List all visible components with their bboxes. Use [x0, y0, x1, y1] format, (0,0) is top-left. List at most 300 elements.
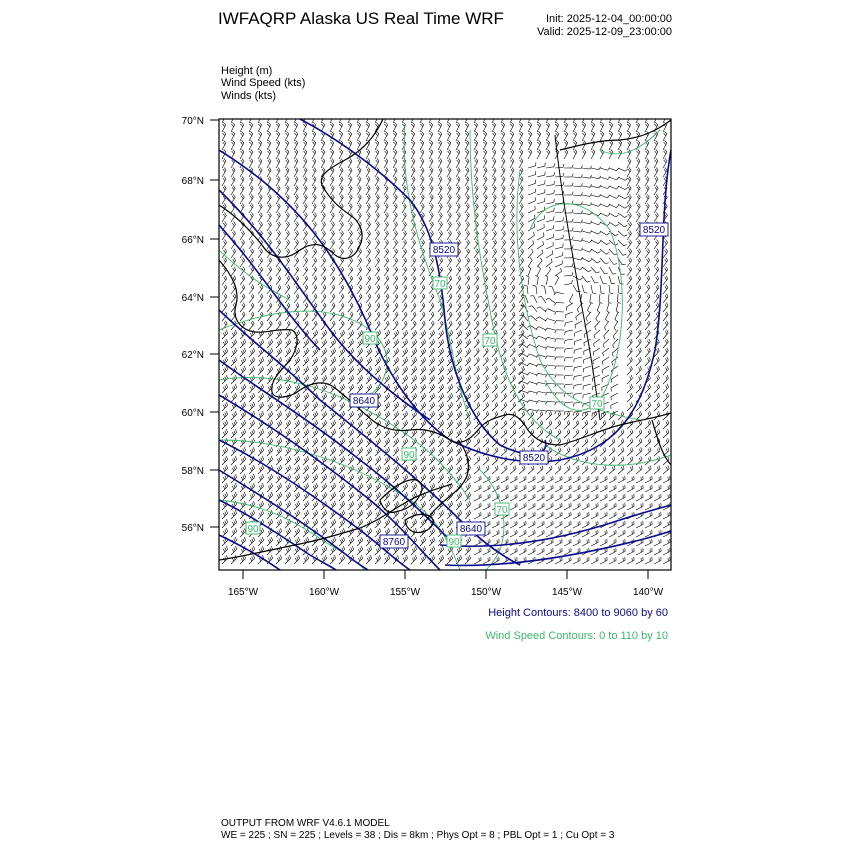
wind-barb-flag [360, 386, 361, 389]
wind-barb-flag [342, 222, 344, 225]
wind-barb-flag [423, 231, 425, 234]
wind-barb-flag [277, 387, 278, 390]
wind-barb [636, 351, 641, 357]
wind-barb-flag [387, 294, 389, 297]
wind-barb-flag [512, 185, 514, 188]
wind-barb-flag [469, 321, 471, 324]
wind-barb-flag [485, 203, 487, 206]
wind-barb [474, 197, 478, 204]
wind-barb-flag [233, 149, 235, 152]
wind-barb-flag [458, 268, 460, 271]
wind-barb-flag [610, 113, 612, 116]
wind-barb-flag [421, 342, 422, 345]
wind-barb [267, 270, 272, 276]
wind-barb-flag [324, 386, 325, 389]
wind-barb-flag [378, 276, 380, 279]
wind-barb [609, 213, 616, 217]
wind-barb [583, 375, 591, 377]
wind-barb-flag [503, 241, 505, 244]
wind-barb-flag [413, 131, 415, 134]
wind-barb [258, 297, 263, 303]
wind-barb [492, 252, 497, 259]
wind-barb-flag [584, 149, 586, 152]
wind-barb-flag [494, 203, 496, 206]
wind-barb-flag [430, 232, 432, 235]
wind-barb-flag [316, 366, 318, 369]
wind-barb [240, 188, 244, 195]
wind-barb-flag [331, 124, 333, 127]
wind-barb-flag [439, 133, 441, 136]
wind-barb-flag [394, 333, 395, 336]
wind-barb-flag [512, 241, 514, 244]
wind-barb-flag [637, 113, 639, 116]
wind-barb-flag [647, 149, 649, 152]
wind-barb [645, 261, 650, 268]
wind-barb-flag [288, 413, 289, 416]
wind-barb-flag [503, 286, 505, 289]
wind-barb-flag [547, 151, 549, 154]
wind-barb-flag [295, 169, 297, 172]
wind-barb [483, 179, 487, 186]
wind-barb-flag [285, 115, 287, 118]
wind-barb-flag [304, 351, 305, 354]
wind-barb-flag [404, 286, 406, 289]
wind-barb-flag [459, 240, 461, 243]
wind-barb-flag [629, 286, 631, 289]
wind-barb-flag [505, 339, 507, 342]
wind-barb-flag [397, 330, 399, 333]
wind-barb-flag [277, 205, 279, 208]
wind-barb-flag [598, 232, 601, 234]
wind-barb-flag [493, 187, 495, 190]
wind-barb [447, 315, 452, 321]
wind-barb [375, 315, 380, 321]
wind-barb-flag [494, 322, 496, 325]
wind-barb-flag [658, 348, 660, 351]
wind-barb-flag [332, 131, 334, 134]
wind-barb-flag [234, 359, 235, 362]
wind-barb [528, 201, 535, 204]
wind-barb-flag [631, 357, 633, 360]
wind-barb-flag [250, 196, 252, 199]
wind-barb [600, 143, 604, 150]
wind-barb-flag [242, 241, 244, 244]
wind-barb-flag [359, 313, 361, 316]
wind-barb-flag [360, 267, 362, 270]
wind-barb-flag [359, 176, 361, 179]
wind-barb-flag [262, 411, 264, 414]
wind-barb [539, 317, 546, 321]
wind-barb-flag [324, 359, 325, 362]
wind-barb [645, 242, 650, 249]
wind-barb [636, 197, 640, 204]
wind-barb-flag [262, 384, 264, 387]
wind-barb-flag [360, 276, 362, 279]
wind-barb-flag [252, 285, 254, 288]
wind-barb-flag [340, 178, 342, 181]
wind-barb [330, 224, 335, 231]
wind-barb-flag [503, 194, 505, 197]
wind-barb [465, 306, 470, 312]
wind-barb-flag [629, 340, 631, 343]
wind-barb-flag [414, 386, 415, 389]
wind-barb-flag [440, 176, 442, 179]
wind-barb [231, 188, 235, 195]
wind-barb-flag [331, 405, 332, 408]
wind-barb [492, 270, 497, 276]
wind-barb [330, 324, 335, 330]
wind-barb-flag [405, 377, 406, 380]
wind-barb-flag [638, 140, 640, 143]
wind-barb-flag [241, 142, 243, 145]
wind-barb-flag [569, 301, 571, 304]
wind-barb-flag [485, 131, 487, 134]
wind-barb-flag [224, 203, 226, 206]
wind-barb-flag [323, 268, 325, 271]
wind-barb-flag [287, 167, 289, 170]
wind-barb [393, 315, 398, 321]
wind-barb-flag [378, 312, 380, 315]
wind-barb-flag [469, 330, 471, 333]
wind-barb-flag [433, 375, 435, 378]
wind-barb-flag [460, 339, 462, 342]
wind-barb-flag [448, 187, 450, 190]
wind-barb-flag [224, 259, 226, 262]
wind-barb [456, 170, 460, 177]
wind-barb-flag [225, 404, 226, 407]
wind-barb-flag [414, 332, 415, 335]
wind-barb-flag [323, 213, 325, 216]
wind-barb-flag [605, 319, 607, 322]
wind-barb-flag [430, 124, 432, 127]
wind-barb [303, 315, 308, 321]
wind-barb-flag [457, 405, 458, 408]
wind-barb-flag [304, 205, 306, 208]
wind-barb-flag [232, 223, 234, 226]
wind-barb [474, 324, 479, 330]
wind-barb-flag [583, 413, 584, 416]
wind-barb-flag [296, 268, 298, 271]
wind-barb-flag [432, 258, 434, 261]
wind-barb [575, 321, 582, 325]
wind-barb-flag [624, 245, 627, 246]
wind-barb [402, 261, 407, 268]
wind-barb-flag [405, 222, 407, 225]
wind-barb-flag [504, 267, 506, 270]
wind-barb-flag [511, 178, 513, 181]
wind-barb-flag [342, 249, 344, 252]
wind-barb-flag [232, 360, 233, 363]
wind-barb [501, 342, 506, 348]
wind-barb-flag [539, 140, 541, 143]
wind-barb-flag [306, 377, 307, 380]
wind-barb [618, 213, 625, 218]
wind-barb-flag [430, 369, 431, 372]
wind-barb-flag [466, 122, 468, 125]
wind-barb [411, 306, 416, 312]
wind-barb-flag [449, 167, 451, 170]
wind-barb [654, 161, 658, 168]
wind-barb-flag [639, 249, 641, 252]
wind-barb-flag [412, 196, 414, 199]
variable-height: Height (m) [221, 65, 273, 77]
wind-barb-flag [340, 169, 342, 172]
wind-barb-flag [261, 312, 263, 315]
wind-barb [627, 161, 631, 168]
wind-barb-flag [332, 304, 334, 307]
wind-barb [483, 261, 488, 268]
wind-barb-flag [475, 196, 477, 199]
wind-barb-flag [414, 303, 416, 306]
wind-barb-flag [259, 187, 261, 190]
wind-barb-flag [657, 249, 659, 252]
wind-barb-flag [512, 349, 514, 352]
wind-barb [564, 283, 572, 285]
wind-barb-flag [555, 375, 556, 378]
wind-barb-flag [422, 259, 424, 262]
wind-barb-flag [655, 187, 657, 190]
wind-barb [627, 351, 632, 357]
wind-barb [501, 161, 505, 168]
wind-barb-flag [440, 167, 442, 170]
wind-barb-flag [458, 259, 460, 262]
wind-barb [375, 297, 380, 303]
wind-barb-flag [628, 187, 630, 190]
wind-barb-flag [331, 342, 332, 345]
wind-barb-flag [349, 187, 351, 190]
wind-barb-flag [350, 203, 352, 206]
wind-barb-flag [413, 167, 415, 170]
wind-barb-flag [476, 194, 478, 197]
wind-barb-flag [349, 151, 351, 154]
wind-barb-flag [505, 348, 507, 351]
wind-barb-flag [225, 359, 226, 362]
wind-barb-flag [503, 331, 505, 334]
wind-barb-flag [486, 285, 488, 288]
wind-barb-flag [315, 350, 316, 353]
wind-barb [645, 297, 650, 303]
wind-barb-flag [403, 232, 405, 235]
wind-barb [654, 252, 659, 259]
wind-barb-flag [485, 259, 487, 262]
wind-barb [538, 410, 546, 411]
wind-barb-flag [656, 149, 658, 152]
wind-barb-flag [234, 413, 235, 416]
wind-barb-flag [340, 360, 341, 363]
wind-barb-flag [439, 113, 441, 116]
wind-barb-flag [368, 149, 370, 152]
wind-barb-flag [331, 151, 333, 154]
wind-barb-flag [322, 205, 324, 208]
wind-barb-flag [261, 267, 263, 270]
wind-barb-flag [503, 213, 505, 216]
wind-barb [465, 233, 470, 240]
wind-barb [249, 206, 253, 213]
wind-barb-flag [505, 393, 506, 396]
wind-barb-flag [431, 268, 433, 271]
wind-barb-flag [448, 232, 450, 235]
wind-barb-flag [521, 158, 523, 161]
wind-barb [420, 288, 425, 294]
wind-barb-flag [646, 124, 648, 127]
wind-barb-flag [547, 142, 549, 145]
wind-barb [565, 411, 573, 412]
wind-barb-flag [295, 160, 297, 163]
wind-barb [483, 170, 487, 177]
wind-barb [573, 231, 581, 232]
wind-barb-flag [460, 402, 462, 405]
wind-barb-flag [279, 285, 281, 288]
wind-barb-flag [386, 250, 388, 253]
wind-barb-flag [476, 176, 478, 179]
wind-barb [258, 161, 262, 168]
wind-barb-flag [394, 342, 395, 345]
wind-barb [312, 143, 316, 150]
wind-barb-flag [394, 214, 396, 217]
wind-barb-flag [431, 286, 433, 289]
wind-barb-flag [457, 122, 459, 125]
wind-barb-flag [593, 293, 597, 294]
wind-barb [321, 233, 326, 240]
wind-barb [474, 143, 478, 150]
wind-barb-flag [611, 388, 612, 392]
wind-barb [663, 387, 669, 393]
wind-barb-flag [466, 169, 468, 172]
wind-barb-flag [522, 249, 524, 252]
wind-barb-flag [349, 232, 351, 235]
wind-barb [249, 288, 254, 294]
wind-barb-flag [404, 185, 406, 188]
wind-barb-flag [457, 113, 459, 116]
wind-barb-flag [261, 294, 263, 297]
wind-barb [456, 297, 461, 303]
wind-barb [609, 177, 617, 180]
wind-barb-flag [439, 124, 441, 127]
wind-barb-flag [396, 303, 398, 306]
wind-barb [375, 233, 380, 240]
wind-barb-flag [341, 322, 343, 325]
wind-barb [384, 161, 388, 168]
wind-barb-flag [313, 151, 315, 154]
wind-barb-flag [532, 249, 534, 252]
wind-barb-flag [271, 348, 273, 351]
wind-barb [303, 324, 308, 330]
wind-barb-flag [598, 251, 601, 253]
wind-barb-flag [368, 167, 370, 170]
wind-barb-flag [250, 342, 251, 345]
wind-barb-flag [512, 140, 514, 143]
wind-barb [611, 402, 618, 405]
wind-barb-flag [341, 277, 343, 280]
wind-barb [583, 393, 591, 395]
wind-barb-flag [298, 384, 300, 387]
wind-barb-flag [360, 359, 361, 362]
wind-barb [538, 382, 546, 384]
wind-barb-flag [628, 178, 630, 181]
wind-barb [240, 297, 245, 303]
wind-barb-flag [395, 149, 397, 152]
wind-barb-flag [574, 151, 576, 154]
wind-barb-flag [486, 267, 488, 270]
wind-barb [285, 288, 290, 294]
wind-barb [240, 197, 244, 204]
wind-barb-flag [403, 223, 405, 226]
wind-barb-flag [614, 264, 617, 265]
wind-barb-flag [388, 348, 390, 351]
wind-barb-flag [244, 348, 246, 351]
wind-barb-flag [306, 350, 307, 353]
wind-barb-flag [242, 194, 244, 197]
wind-barb-flag [629, 158, 631, 161]
wind-barb-flag [305, 185, 307, 188]
wind-barb-flag [657, 377, 658, 380]
wind-barb-flag [352, 384, 354, 387]
wind-barb [605, 312, 609, 319]
wind-barb [492, 242, 497, 249]
wind-barb-flag [279, 386, 280, 389]
wind-barb-flag [420, 115, 422, 118]
wind-barb-flag [439, 187, 441, 190]
wind-barb-flag [286, 113, 288, 116]
wind-barb [593, 366, 600, 369]
wind-barb-flag [378, 368, 379, 371]
wind-barb-flag [296, 313, 298, 316]
wind-barb-flag [287, 149, 289, 152]
wind-barb-flag [503, 340, 505, 343]
wind-barb-flag [655, 169, 657, 172]
wind-barb-flag [647, 176, 649, 179]
wind-barb-flag [242, 277, 244, 280]
wind-barb-flag [521, 349, 523, 352]
wind-barb-flag [296, 241, 298, 244]
wind-barb-flag [601, 142, 603, 145]
wind-barb-flag [360, 258, 362, 261]
wind-barb [339, 170, 343, 177]
wind-barb-flag [593, 149, 595, 152]
wind-barb-flag [388, 402, 390, 405]
wind-barb-flag [638, 213, 640, 216]
wind-barb-flag [394, 405, 395, 408]
wind-barb-flag [536, 317, 539, 319]
wind-barb-flag [323, 277, 325, 280]
wind-barb-flag [414, 267, 416, 270]
wind-barb-flag [629, 131, 631, 134]
wind-barb-flag [433, 384, 435, 387]
wind-barb-flag [423, 294, 425, 297]
wind-barb-flag [268, 133, 270, 136]
wind-barb [530, 354, 537, 357]
wind-barb-flag [649, 321, 651, 324]
wind-barb-flag [377, 158, 379, 161]
wind-barb [276, 206, 280, 213]
wind-barb [531, 316, 537, 321]
wind-barb [420, 170, 424, 177]
wind-barb-flag [521, 340, 523, 343]
wind-barb-flag [449, 149, 451, 152]
wind-barb-flag [665, 213, 667, 216]
wind-barb-flag [466, 342, 467, 345]
wind-barb-flag [495, 395, 496, 398]
wind-barb-flag [378, 377, 379, 380]
wind-barb-flag [394, 396, 395, 399]
wind-barb-flag [514, 384, 516, 387]
wind-barb-flag [521, 259, 523, 262]
wind-barb [348, 224, 353, 231]
wind-barb-flag [368, 277, 370, 280]
wind-barb-flag [315, 359, 316, 362]
wind-barb-flag [324, 267, 326, 270]
wind-barb-flag [259, 113, 261, 116]
